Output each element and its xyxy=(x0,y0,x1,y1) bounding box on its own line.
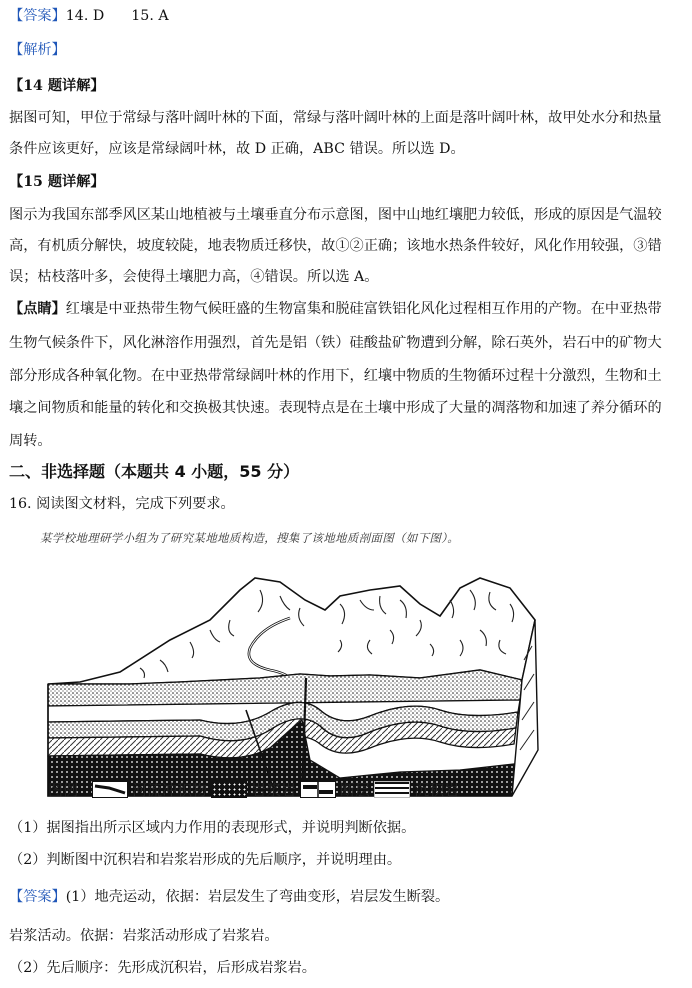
tip-line-2: 生物气候条件下，风化淋溶作用强烈，首先是铝（铁）硅酸盐矿物遭到分解，除石英外，岩石中的矿物大 xyxy=(9,335,662,351)
tip-line-1 xyxy=(9,299,682,319)
legend-swatch-fault xyxy=(300,781,336,798)
legend-item-magma xyxy=(211,779,296,800)
legend-item-fault xyxy=(300,779,370,800)
q14-text-1: 据图可知，甲位于常绿与落叶阔叶林的下面，常绿与落叶阔叶林的上面是落叶阔叶林，故甲处水分和热量 xyxy=(9,110,662,126)
tip-text: 红壤是中亚热带生物气候旺盛的生物富集和脱硅富铁铝化风化过程相互作用的产物。在中亚热带 xyxy=(65,301,662,317)
section-heading: 二、非选择题（本题共 4 小题，55 分） xyxy=(9,462,300,481)
tip-label: 【点睛】 xyxy=(9,301,66,317)
legend-title: 图例 xyxy=(48,780,79,799)
q14-heading: 【14 题详解】 xyxy=(9,78,105,94)
question-1: （1）据图指出所示区域内力作用的表现形式，并说明判断依据。 xyxy=(9,820,416,836)
geologic-cross-section xyxy=(40,560,540,805)
legend-item-sedimentary xyxy=(374,779,459,800)
analysis-label: 【解析】 xyxy=(9,42,66,58)
answer-label-2: 【答案】 xyxy=(9,889,66,905)
q15-text-1: 图示为我国东部季风区某山地植被与土壤垂直分布示意图，图中山地红壤肥力较低，形成的原因是气温较 xyxy=(9,207,662,223)
figure-note: 某学校地理研学小组为了研究某地地质构造，搜集了该地地质剖面图（如下图）。 xyxy=(40,531,460,545)
tip-line-3: 部分形成各种氧化物。在中亚热带常绿阔叶林的作用下，红壤中物质的生物循环过程十分激烈，生物和土 xyxy=(9,368,662,384)
q15-heading: 【15 题详解】 xyxy=(9,174,105,190)
question-2: （2）判断图中沉积岩和岩浆岩形成的先后顺序，并说明理由。 xyxy=(9,852,402,868)
legend-swatch-sedimentary xyxy=(374,781,410,798)
legend-label-magma: 岩浆岩 xyxy=(251,780,297,799)
answer-line xyxy=(9,6,682,26)
legend-item-alluvium xyxy=(92,779,207,800)
q14-text-2: 条件应该更好，应该是常绿阔叶林，故 D 正确，ABC 错误。所以选 D。 xyxy=(9,141,465,157)
q15-text-3: 误；枯枝落叶多，会使得土壤肥力高，④错误。所以选 A。 xyxy=(9,269,379,285)
answer-1 xyxy=(9,887,682,907)
answer-text: 14. D 15. A xyxy=(65,8,169,24)
answer-3: （2）先后顺序：先形成沉积岩，后形成岩浆岩。 xyxy=(9,960,316,976)
tip-line-5: 周转。 xyxy=(9,433,52,449)
mountain-surface xyxy=(48,578,535,684)
legend-label-fault: 断层 xyxy=(340,780,371,799)
legend-swatch-alluvium xyxy=(92,781,128,798)
answer-2: 岩浆活动。依据：岩浆活动形成了岩浆岩。 xyxy=(9,928,279,944)
q15-text-2: 高，有机质分解快，坡度较陡，地表物质迁移快，故①②正确；该地水热条件较好，风化作用较强，③错 xyxy=(9,238,662,254)
answer-1-text: (1）地壳运动，依据：岩层发生了弯曲变形，岩层发生断裂。 xyxy=(65,889,450,905)
legend-label-sedimentary: 沉积岩 xyxy=(414,780,460,799)
q16-prompt: 16. 阅读图文材料，完成下列要求。 xyxy=(9,496,235,512)
legend xyxy=(48,778,463,800)
tip-line-4: 壤之间物质和能量的转化和交换极其快速。表现特点是在土壤中形成了大量的凋落物和加速了养分循环的 xyxy=(9,400,662,416)
answer-label: 【答案】 xyxy=(9,8,66,24)
legend-label-alluvium: 河流冲积物 xyxy=(132,780,208,799)
legend-swatch-magma xyxy=(211,781,247,798)
